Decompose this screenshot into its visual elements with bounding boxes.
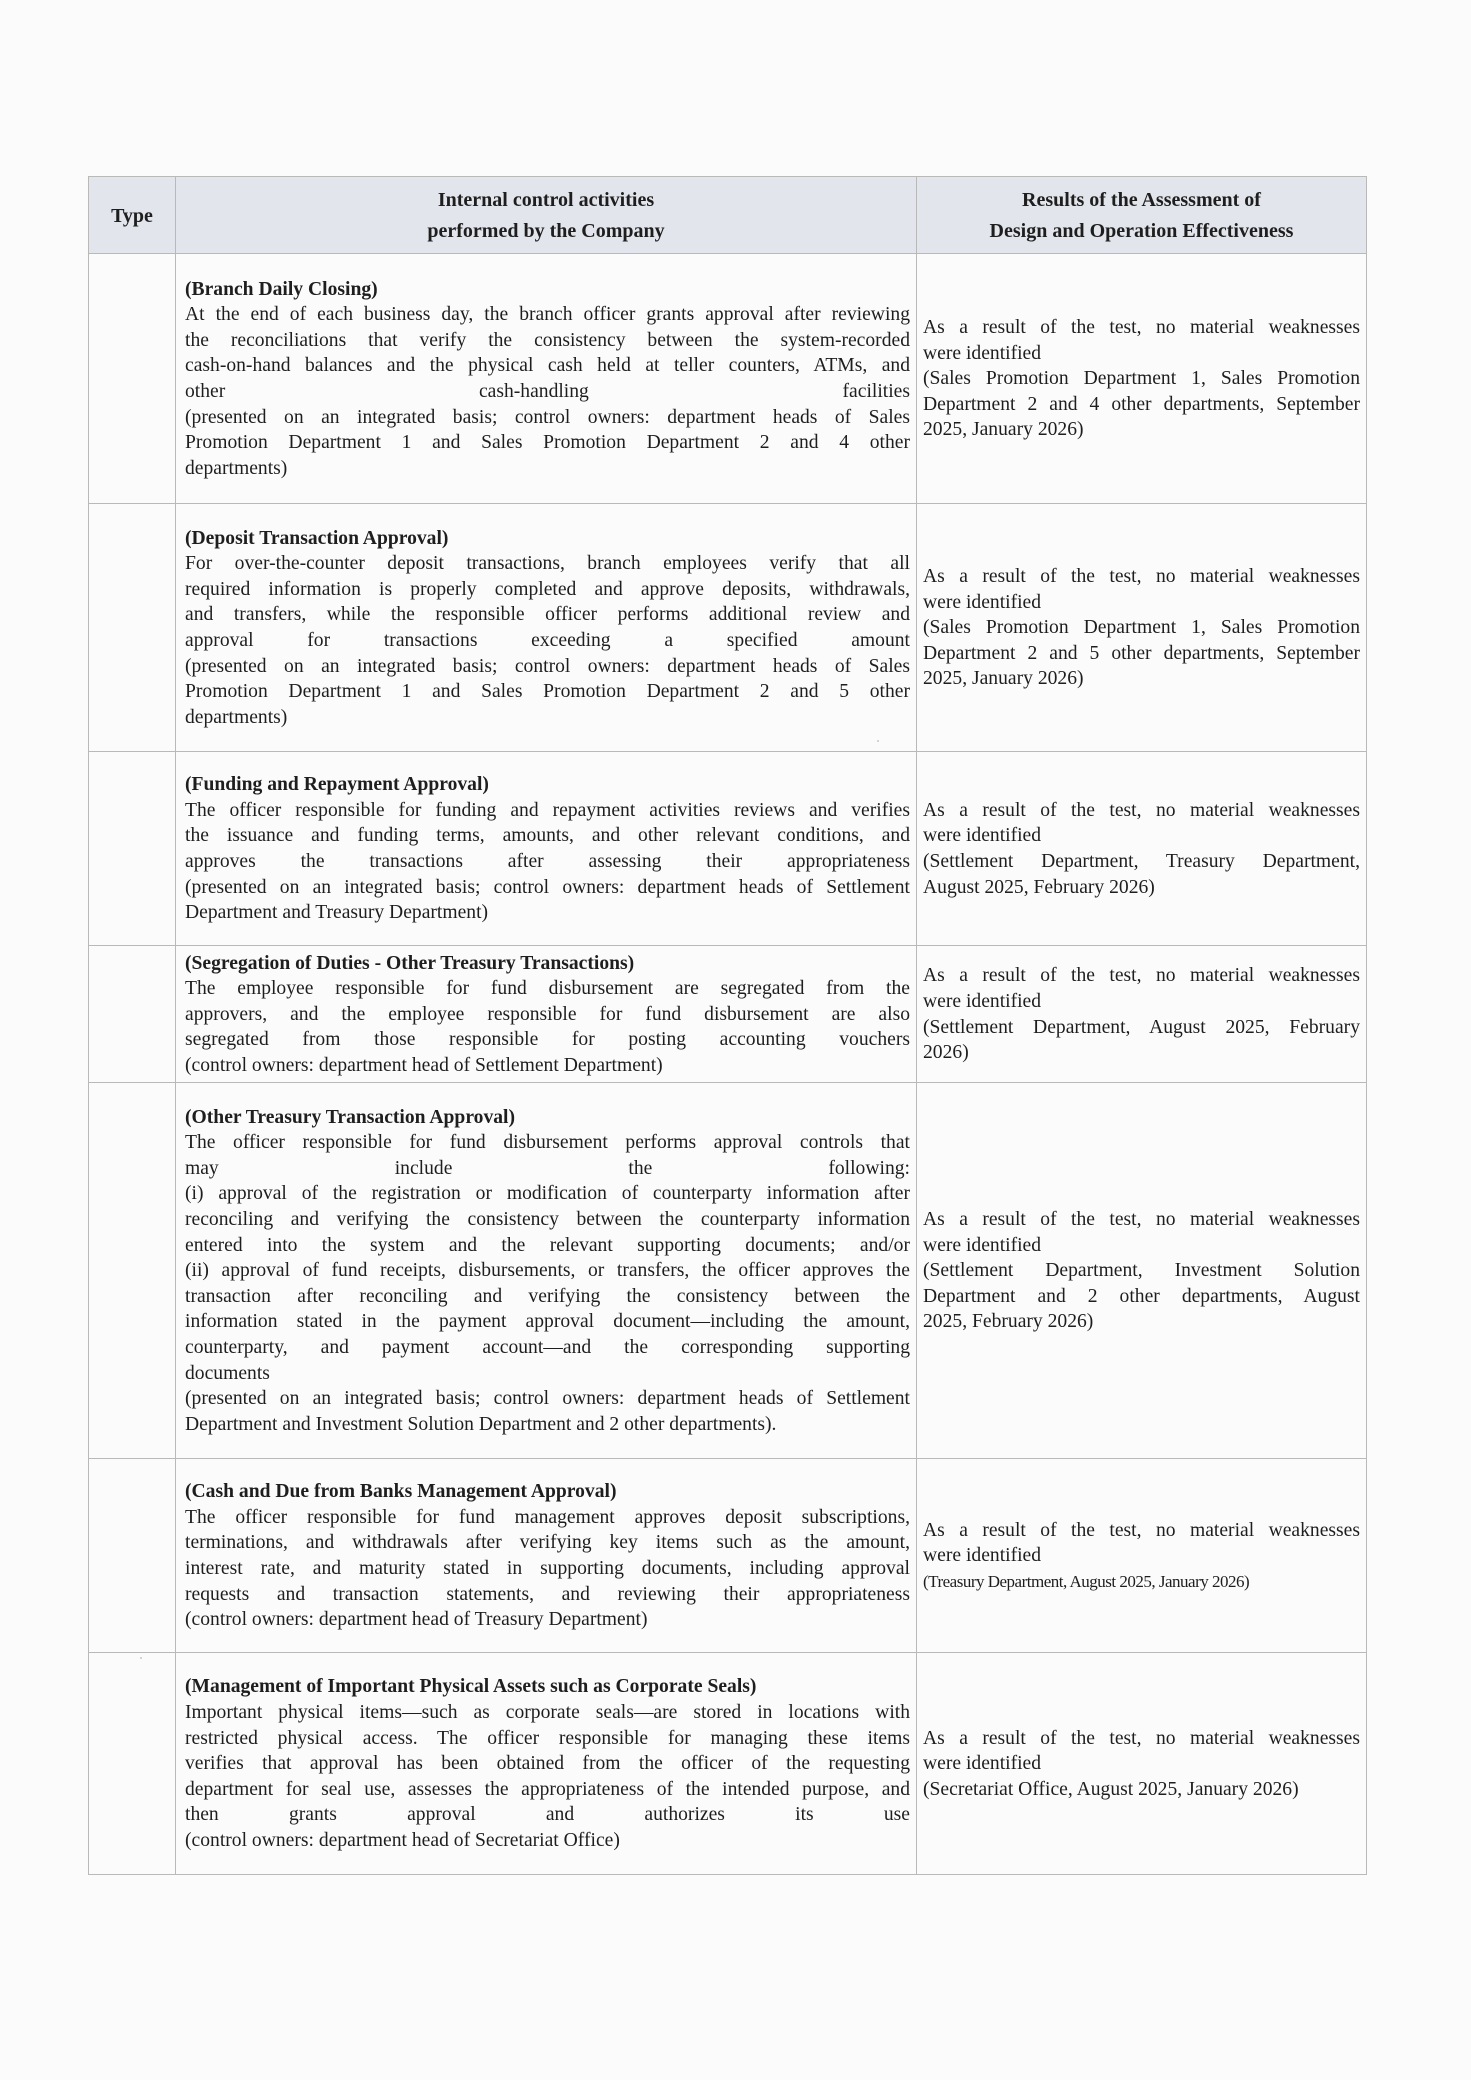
control-description-line: The officer responsible for fund disbursement performs approval controls that (185, 1132, 910, 1154)
type-cell (89, 254, 176, 504)
control-description-line: departments) (185, 457, 288, 479)
activity-cell (176, 946, 917, 1083)
result-line: Department 2 and 5 other departments, September (923, 642, 1360, 664)
control-description-line: terminations, and withdrawals after verifying key items such as the amount, (185, 1532, 910, 1554)
control-description-line: restricted physical access. The officer responsible for managing these items (185, 1727, 910, 1749)
control-title: (Deposit Transaction Approval) (185, 527, 449, 549)
control-description-line: the issuance and funding terms, amounts, and other relevant conditions, and (185, 825, 910, 847)
result-line: were identified (923, 342, 1042, 364)
control-description-line: information stated in the payment approval document—including the amount, (185, 1311, 910, 1333)
control-description-line: segregated from those responsible for posting accounting vouchers (185, 1029, 910, 1051)
control-title: (Segregation of Duties - Other Treasury Transactions) (185, 952, 635, 974)
result-cell (917, 1459, 1367, 1653)
control-description-line: then grants approval and authorizes its use (185, 1804, 910, 1826)
control-description-line: interest rate, and maturity stated in supporting documents, including approval (185, 1558, 910, 1579)
control-title: (Cash and Due from Banks Management Approval) (185, 1481, 617, 1503)
result-line: (Sales Promotion Department 1, Sales Promotion (923, 617, 1360, 639)
control-description-line: required information is properly completed and approve deposits, withdrawals, (185, 578, 910, 600)
control-description-line: The officer responsible for fund management approves deposit subscriptions, (185, 1506, 910, 1528)
table-header-row (89, 177, 1367, 254)
control-description-line: (presented on an integrated basis; control owners: department heads of Settlement (185, 876, 910, 898)
type-cell (89, 1653, 176, 1875)
control-description-line: the reconciliations that verify the consistency between the system-recorded (185, 329, 910, 351)
activity-cell (176, 752, 917, 946)
control-title: (Other Treasury Transaction Approval) (185, 1106, 516, 1128)
control-description-line: Important physical items—such as corporate seals—are stored in locations with (185, 1702, 910, 1724)
control-description-line: Promotion Department 1 and Sales Promotion Department 2 and 4 other (185, 432, 910, 454)
control-description-line: Promotion Department 1 and Sales Promotion Department 2 and 5 other (185, 681, 910, 703)
table-row (89, 504, 1367, 752)
table-row (89, 254, 1367, 504)
control-description-line: may include the following: (185, 1157, 910, 1179)
result-line: Department 2 and 4 other departments, September (923, 393, 1360, 415)
control-description-line: department for seal use, assesses the appropriateness of the intended purpose, and (185, 1778, 910, 1800)
control-description-line: (presented on an integrated basis; control owners: department heads of Settlement (185, 1388, 910, 1410)
header-type: Type (89, 177, 176, 254)
result-line: (Sales Promotion Department 1, Sales Promotion (923, 368, 1360, 390)
activity-cell (176, 1083, 917, 1459)
result-line: Department and 2 other departments, August (923, 1285, 1360, 1307)
activity-cell (176, 1653, 917, 1875)
result-line: 2025, January 2026) (923, 419, 1084, 441)
control-description-line: (control owners: department head of Treasury Department) (185, 1609, 648, 1631)
table-row (89, 752, 1367, 946)
result-line: were identified (923, 825, 1042, 847)
control-description-line: requests and transaction statements, and reviewing their appropriateness (185, 1583, 910, 1605)
control-description-line: transaction after reconciling and verifying the consistency between the (185, 1285, 910, 1307)
result-line: were identified (923, 1545, 1042, 1567)
control-description-line: (i) approval of the registration or modification of counterparty information after (185, 1183, 910, 1205)
control-description-line: other cash-handling facilities (185, 381, 910, 402)
control-description-line: At the end of each business day, the branch officer grants approval after reviewing (185, 304, 910, 326)
result-cell (917, 752, 1367, 946)
control-description-line: departments) (185, 706, 288, 728)
activity-cell (176, 504, 917, 752)
result-cell (917, 1653, 1367, 1875)
control-description-line: reconciling and verifying the consistency between the counterparty information (185, 1209, 910, 1231)
internal-control-table (88, 176, 1367, 1875)
control-description-line: documents (185, 1362, 270, 1384)
control-description-line: For over-the-counter deposit transactions, branch employees verify that all (185, 553, 910, 575)
result-line: As a result of the test, no material weaknesses (923, 1519, 1360, 1541)
table-body (89, 254, 1367, 1875)
type-cell (89, 1083, 176, 1459)
result-line: 2026) (923, 1042, 969, 1064)
control-description-line: (presented on an integrated basis; control owners: department heads of Sales (185, 406, 910, 428)
result-line: 2025, February 2026) (923, 1311, 1094, 1333)
table-row (89, 946, 1367, 1083)
type-cell (89, 504, 176, 752)
table-row (89, 1653, 1367, 1875)
result-line: As a result of the test, no material weaknesses (923, 965, 1360, 987)
control-description-line: Department and Treasury Department) (185, 902, 489, 924)
control-description-line: approves the transactions after assessing their appropriateness (185, 851, 910, 872)
control-description-line: (control owners: department head of Secretariat Office) (185, 1829, 620, 1851)
result-line: (Settlement Department, August 2025, February (923, 1016, 1360, 1038)
control-description-line: approvers, and the employee responsible for fund disbursement are also (185, 1003, 910, 1025)
control-description-line: and transfers, while the responsible officer performs additional review and (185, 604, 910, 626)
control-description-line: counterparty, and payment account—and the corresponding supporting (185, 1336, 910, 1358)
result-line: As a result of the test, no material weaknesses (923, 799, 1360, 821)
result-line: (Settlement Department, Investment Solution (923, 1260, 1360, 1282)
result-line: were identified (923, 1234, 1042, 1256)
activity-cell (176, 1459, 917, 1653)
header-results: Results of the Assessment of Design and Operation Effectiveness (917, 177, 1367, 254)
result-line: As a result of the test, no material weaknesses (923, 566, 1360, 588)
result-line: As a result of the test, no material weaknesses (923, 1209, 1360, 1231)
result-cell (917, 254, 1367, 504)
result-line: were identified (923, 591, 1042, 613)
control-description-line: cash-on-hand balances and the physical cash held at teller counters, ATMs, and (185, 355, 910, 377)
result-line: 2025, January 2026) (923, 668, 1084, 690)
activity-cell (176, 254, 917, 504)
result-line: As a result of the test, no material weaknesses (923, 317, 1360, 339)
type-cell (89, 946, 176, 1083)
control-title: (Funding and Repayment Approval) (185, 774, 489, 796)
scan-speck (877, 740, 879, 742)
control-description-line: Department and Investment Solution Department and 2 other departments). (185, 1413, 777, 1435)
result-line: August 2025, February 2026) (923, 876, 1155, 898)
control-description-line: (presented on an integrated basis; control owners: department heads of Sales (185, 655, 910, 677)
control-title: (Branch Daily Closing) (185, 278, 378, 300)
control-description-line: (control owners: department head of Settlement Department) (185, 1054, 663, 1076)
result-line: As a result of the test, no material weaknesses (923, 1727, 1360, 1749)
result-line: were identified (923, 1753, 1042, 1775)
header-activities: Internal control activities performed by the Company (176, 177, 917, 254)
control-description-line: entered into the system and the relevant supporting documents; and/or (185, 1234, 910, 1256)
control-description-line: The employee responsible for fund disbursement are segregated from the (185, 978, 910, 1000)
result-line: (Settlement Department, Treasury Department, (923, 851, 1360, 872)
result-line: (Secretariat Office, August 2025, January 2026) (923, 1778, 1299, 1800)
control-description-line: approval for transactions exceeding a specified amount (185, 630, 910, 651)
result-line: were identified (923, 990, 1042, 1012)
scan-speck (140, 1657, 142, 1659)
table-row (89, 1459, 1367, 1653)
result-cell (917, 1083, 1367, 1459)
result-cell (917, 504, 1367, 752)
result-cell (917, 946, 1367, 1083)
control-description-line: verifies that approval has been obtained from the officer of the requesting (185, 1753, 910, 1775)
type-cell (89, 1459, 176, 1653)
control-title: (Management of Important Physical Assets such as Corporate Seals) (185, 1676, 757, 1698)
table-row (89, 1083, 1367, 1459)
control-description-line: (ii) approval of fund receipts, disbursements, or transfers, the officer approves the (185, 1260, 910, 1282)
result-line: (Treasury Department, August 2025, January 2026) (923, 1571, 1250, 1591)
control-description-line: The officer responsible for funding and repayment activities reviews and verifies (185, 799, 910, 821)
type-cell (89, 752, 176, 946)
